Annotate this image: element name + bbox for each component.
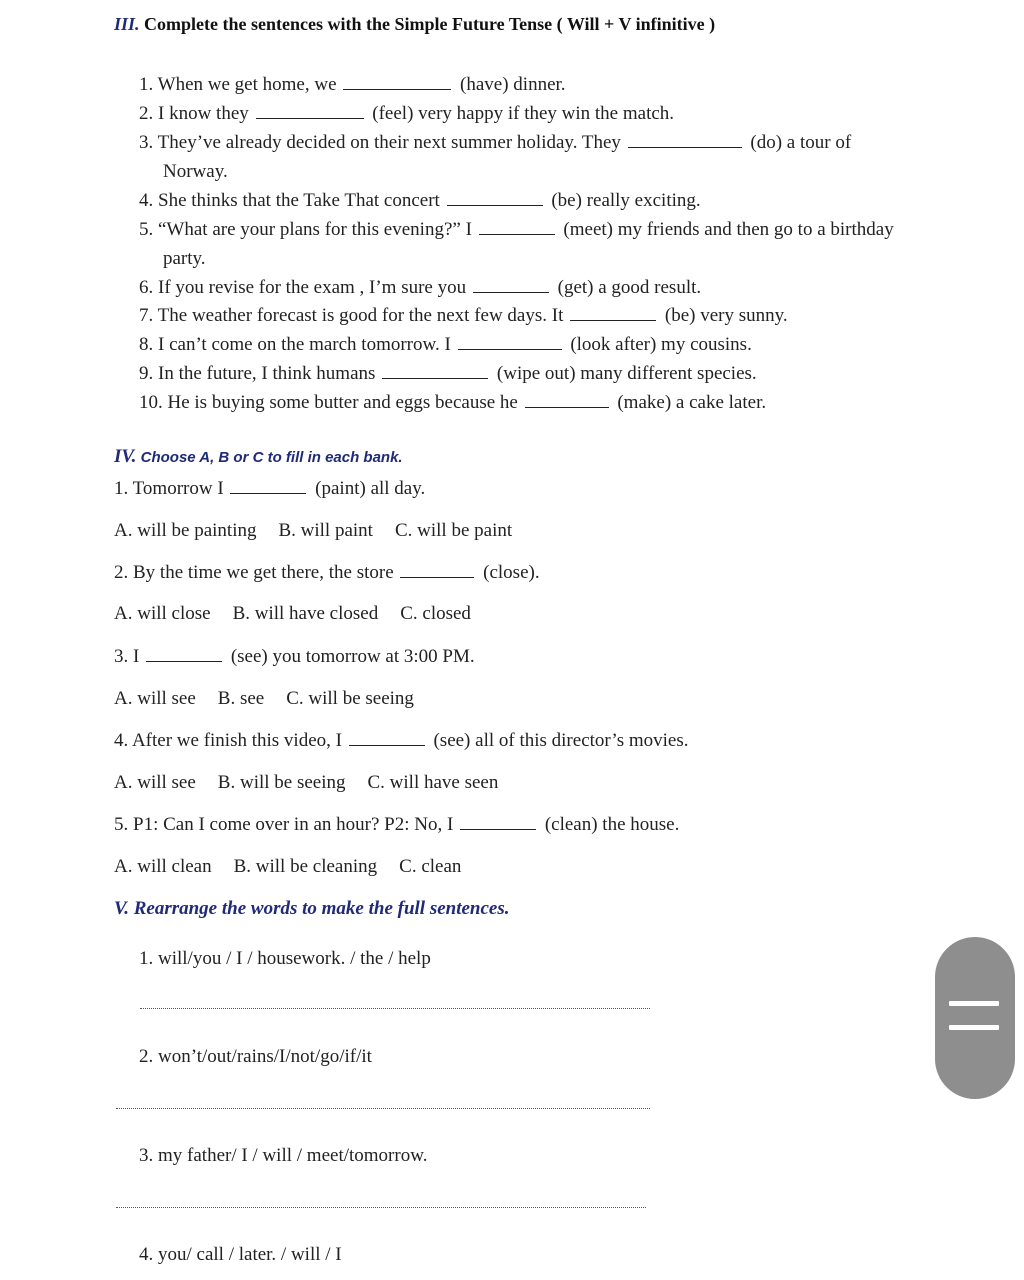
s5-item-2: 2. won’t/out/rains/I/not/go/if/it	[139, 1046, 372, 1067]
option-c[interactable]: C. clean	[399, 856, 462, 877]
answer-blank[interactable]	[628, 131, 742, 148]
section-5-heading: V. Rearrange the words to make the full sentences.	[114, 898, 510, 919]
s4-question-5: 5. P1: Can I come over in an hour? P2: No, I (clean) the house.	[114, 814, 680, 835]
s5-item-3: 3. my father/ I / will / meet/tomorrow.	[139, 1145, 428, 1166]
section-4-number: IV.	[114, 446, 137, 467]
option-c[interactable]: C. closed	[400, 603, 471, 624]
s3-item-3-cont: Norway.	[163, 161, 228, 182]
section-3-title: Complete the sentences with the Simple Future Tense ( Will + V infinitive )	[144, 14, 716, 34]
s3-item-5: 5. “What are your plans for this evening?” I (meet) my friends and then go to a birthday	[139, 219, 894, 240]
s5-item-1: 1. will/you / I / housework. / the / help	[139, 948, 431, 969]
option-c[interactable]: C. will be seeing	[286, 688, 414, 709]
option-b[interactable]: B. will be cleaning	[233, 856, 378, 877]
s3-item-7: 7. The weather forecast is good for the next few days. It (be) very sunny.	[139, 305, 788, 326]
drag-handle-icon	[949, 1001, 999, 1006]
answer-blank[interactable]	[447, 189, 543, 206]
answer-blank[interactable]	[382, 362, 488, 379]
s3-item-10: 10. He is buying some butter and eggs because he (make) a cake later.	[139, 392, 767, 413]
s3-item-2: 2. I know they (feel) very happy if they win the match.	[139, 103, 675, 124]
answer-blank[interactable]	[400, 561, 474, 578]
answer-blank[interactable]	[146, 645, 222, 662]
answer-blank[interactable]	[570, 304, 656, 321]
s4-options-1	[114, 519, 534, 543]
scroll-handle[interactable]	[935, 937, 1015, 1099]
option-a[interactable]: A. will be painting	[114, 520, 257, 541]
s3-item-6: 6. If you revise for the exam , I’m sure you (get) a good result.	[139, 277, 702, 298]
s4-question-4: 4. After we finish this video, I (see) all of this director’s movies.	[114, 730, 689, 751]
s3-item-1: 1. When we get home, we (have) dinner.	[139, 74, 566, 95]
option-c[interactable]: C. will be paint	[394, 520, 513, 541]
option-a[interactable]: A. will see	[114, 772, 196, 793]
s4-question-1: 1. Tomorrow I (paint) all day.	[114, 478, 426, 499]
answer-blank[interactable]	[349, 729, 425, 746]
answer-line[interactable]	[116, 1207, 646, 1208]
answer-blank[interactable]	[256, 102, 364, 119]
s4-options-5	[114, 855, 483, 879]
answer-blank[interactable]	[525, 391, 609, 408]
option-b[interactable]: B. will have closed	[232, 603, 379, 624]
s4-options-4	[114, 771, 520, 795]
option-c[interactable]: C. will have seen	[367, 772, 499, 793]
s5-item-4: 4. you/ call / later. / will / I	[139, 1244, 342, 1265]
section-4-heading	[114, 445, 403, 470]
section-3-heading	[114, 12, 715, 36]
s4-options-2	[114, 602, 493, 626]
option-a[interactable]: A. will close	[114, 603, 211, 624]
s3-item-9: 9. In the future, I think humans (wipe out) many different species.	[139, 363, 757, 384]
answer-line[interactable]	[140, 1008, 650, 1009]
answer-line[interactable]	[116, 1108, 650, 1109]
answer-blank[interactable]	[343, 73, 451, 90]
answer-blank[interactable]	[479, 218, 555, 235]
option-a[interactable]: A. will clean	[114, 856, 212, 877]
answer-blank[interactable]	[473, 276, 549, 293]
s4-options-3	[114, 687, 436, 711]
section-4-title: Choose A, B or C to fill in each bank.	[140, 449, 403, 466]
option-b[interactable]: B. will paint	[278, 520, 373, 541]
answer-blank[interactable]	[458, 333, 562, 350]
s3-item-4: 4. She thinks that the Take That concert (be) really exciting.	[139, 190, 701, 211]
answer-blank[interactable]	[230, 477, 306, 494]
option-a[interactable]: A. will see	[114, 688, 196, 709]
answer-blank[interactable]	[460, 813, 536, 830]
drag-handle-icon-bar	[949, 1025, 999, 1030]
option-b[interactable]: B. will be seeing	[217, 772, 346, 793]
option-b[interactable]: B. see	[217, 688, 265, 709]
s4-question-3: 3. I (see) you tomorrow at 3:00 PM.	[114, 646, 475, 667]
s4-question-2: 2. By the time we get there, the store (close).	[114, 562, 540, 583]
s3-item-3: 3. They’ve already decided on their next summer holiday. They (do) a tour of	[139, 132, 852, 153]
s3-item-5-cont: party.	[163, 248, 206, 269]
s3-item-8: 8. I can’t come on the march tomorrow. I (look after) my cousins.	[139, 334, 752, 355]
section-3-number: III.	[114, 14, 140, 34]
